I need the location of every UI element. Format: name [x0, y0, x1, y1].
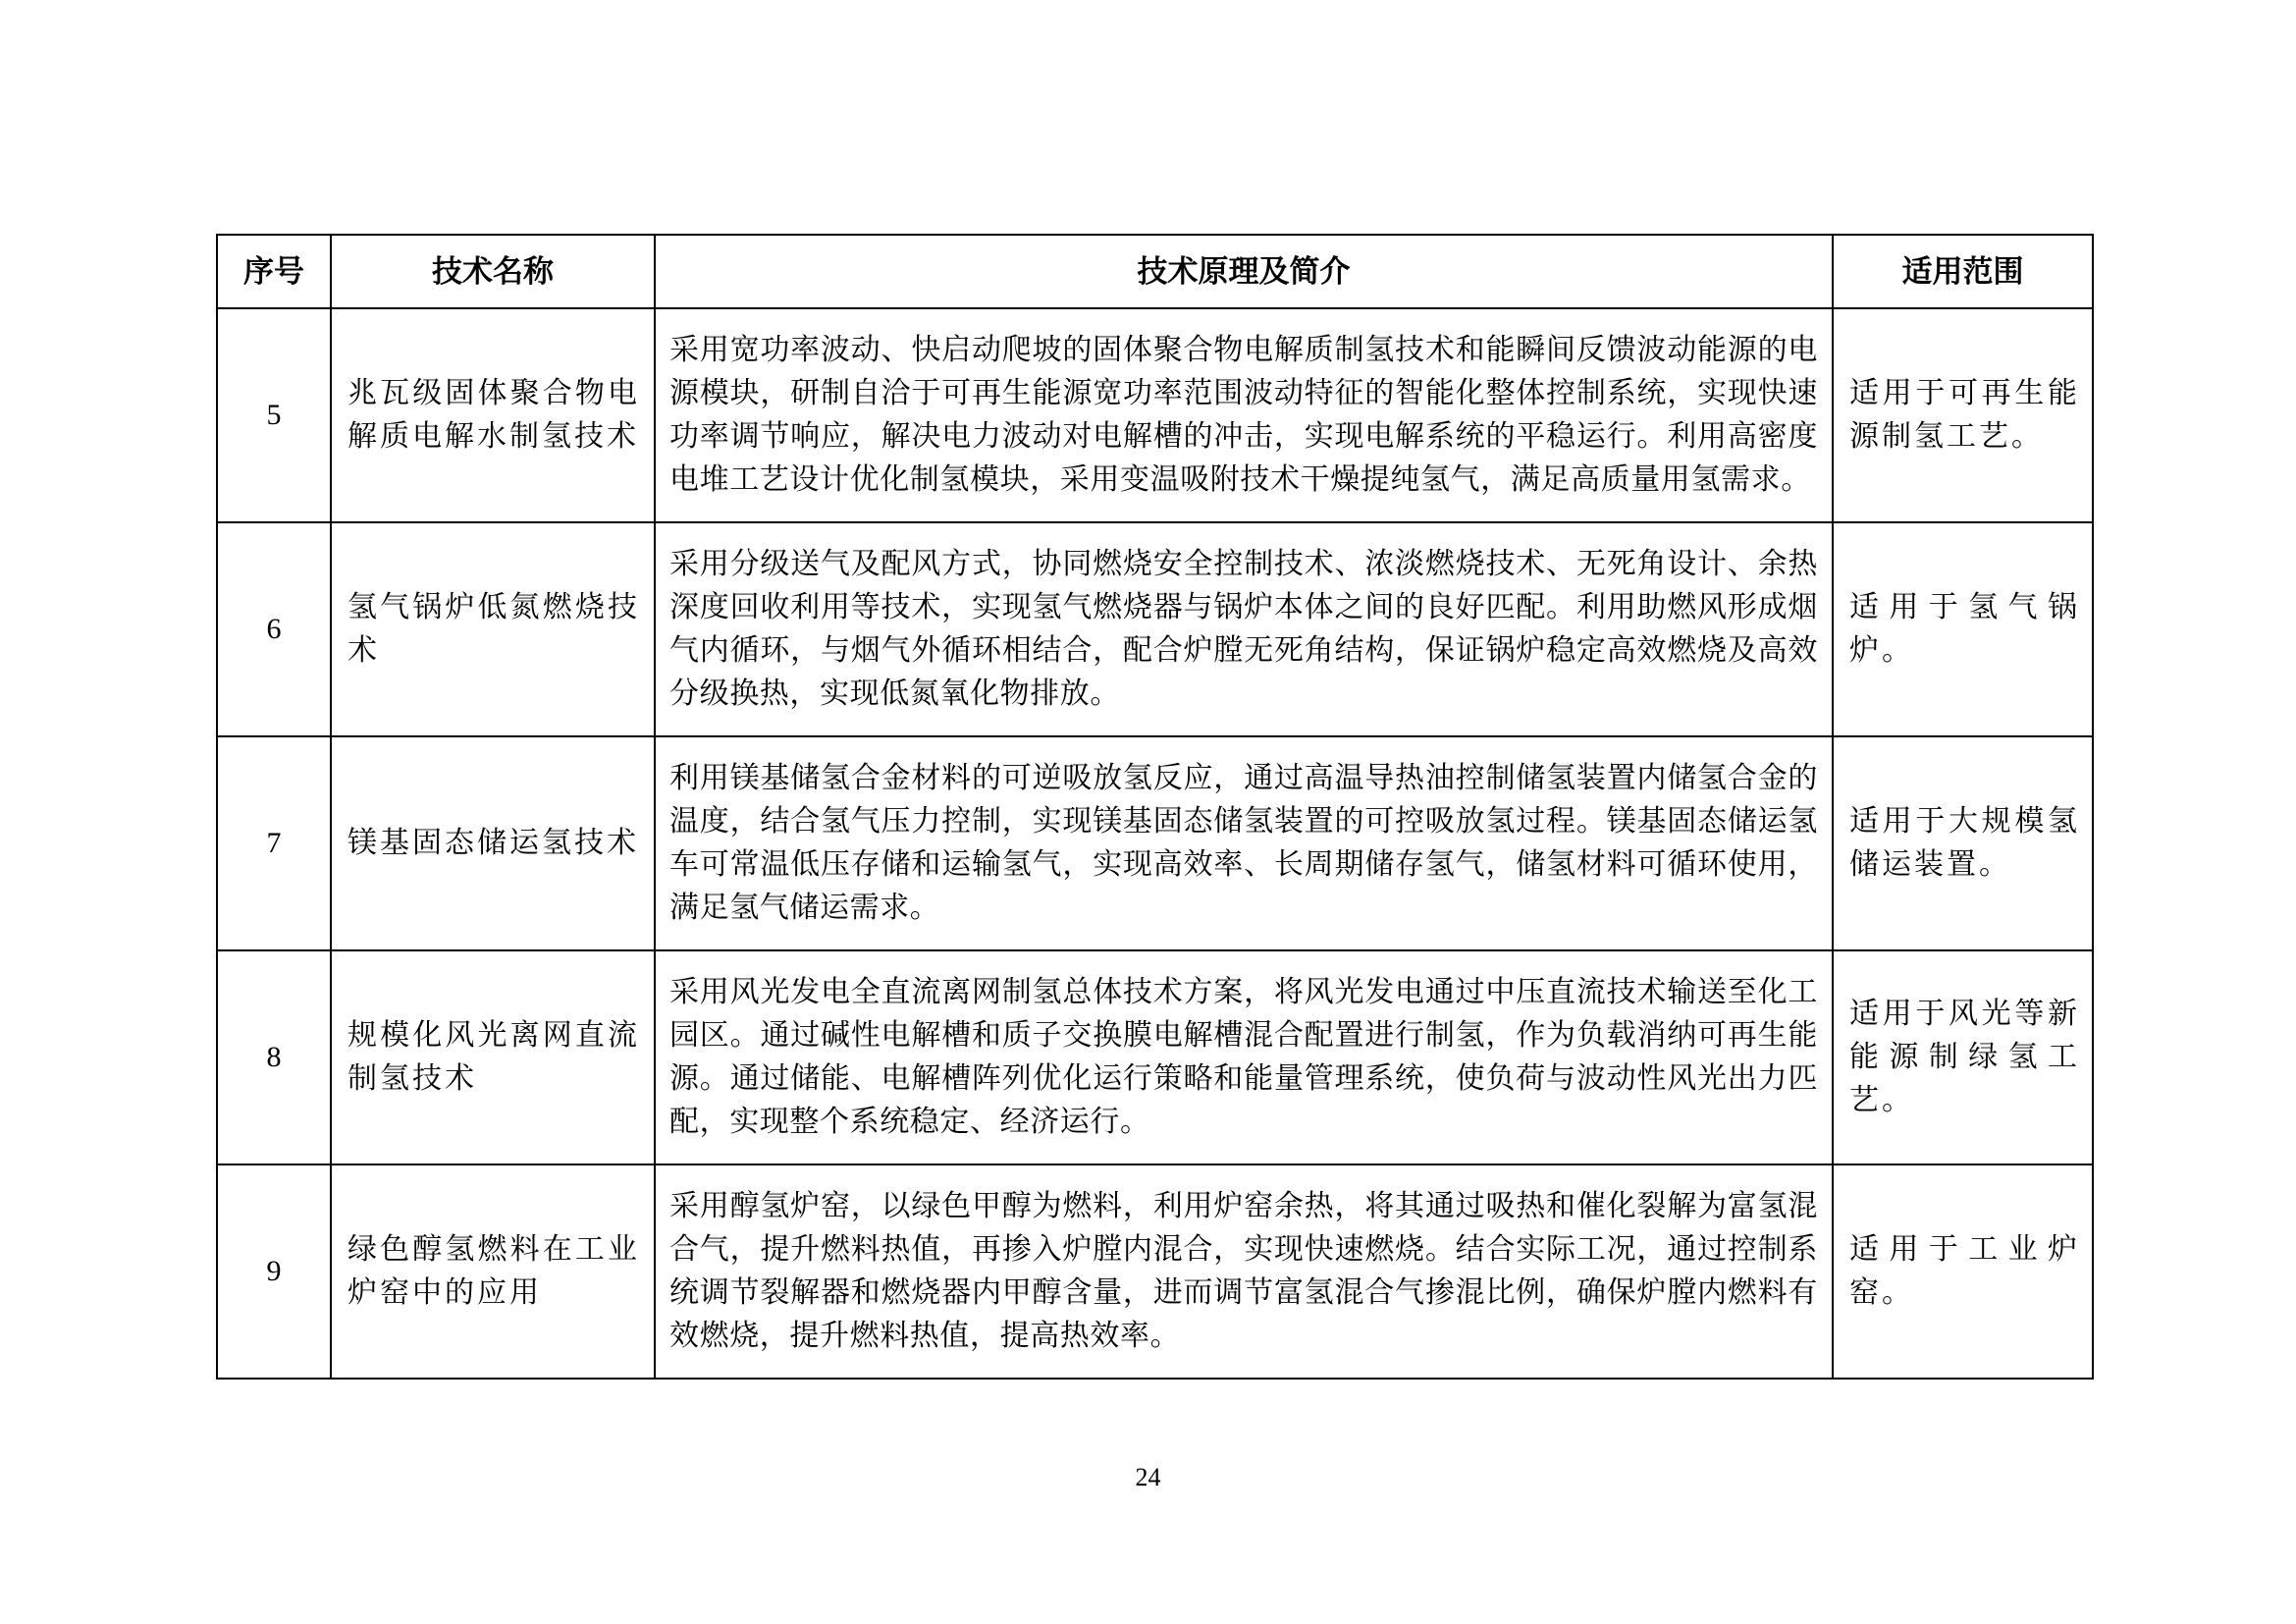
row-serial-number: 7: [217, 736, 331, 950]
header-serial-number: 序号: [217, 235, 331, 308]
row-applicable-scope: 适用于大规模氢储运装置。: [1833, 736, 2093, 950]
row-technology-name: 镁基固态储运氢技术: [331, 736, 655, 950]
row-serial-number: 5: [217, 308, 331, 522]
row-principle-description: 采用宽功率波动、快启动爬坡的固体聚合物电解质制氢技术和能瞬间反馈波动能源的电源模块，研制自洽于可再生能源宽功率范围波动特征的智能化整体控制系统，实现快速功率调节响应，解决电力波动对电解槽的冲击，实现电解系统的平稳运行。利用高密度电堆工艺设计优化制氢模块，采用变温吸附技术干燥提纯氢气，满足高质量用氢需求。: [655, 308, 1833, 522]
row-applicable-scope: 适用于可再生能源制氢工艺。: [1833, 308, 2093, 522]
row-technology-name: 绿色醇氢燃料在工业炉窑中的应用: [331, 1164, 655, 1379]
header-principle-description: 技术原理及简介: [655, 235, 1833, 308]
row-applicable-scope: 适用于工业炉窑。: [1833, 1164, 2093, 1379]
row-applicable-scope: 适用于氢气锅炉。: [1833, 522, 2093, 736]
table-row: [217, 950, 2093, 1164]
technology-table: [216, 234, 2094, 1380]
page-number: 24: [1135, 1463, 1161, 1491]
row-applicable-scope: 适用于风光等新能源制绿氢工艺。: [1833, 950, 2093, 1164]
row-serial-number: 8: [217, 950, 331, 1164]
table-row: [217, 308, 2093, 522]
row-technology-name: 兆瓦级固体聚合物电解质电解水制氢技术: [331, 308, 655, 522]
row-serial-number: 9: [217, 1164, 331, 1379]
row-technology-name: 氢气锅炉低氮燃烧技术: [331, 522, 655, 736]
table-row: [217, 736, 2093, 950]
header-applicable-scope: 适用范围: [1833, 235, 2093, 308]
row-principle-description: 采用醇氢炉窑，以绿色甲醇为燃料，利用炉窑余热，将其通过吸热和催化裂解为富氢混合气，提升燃料热值，再掺入炉膛内混合，实现快速燃烧。结合实际工况，通过控制系统调节裂解器和燃烧器内甲醇含量，进而调节富氢混合气掺混比例，确保炉膛内燃料有效燃烧，提升燃料热值，提高热效率。: [655, 1164, 1833, 1379]
row-principle-description: 采用分级送气及配风方式，协同燃烧安全控制技术、浓淡燃烧技术、无死角设计、余热深度回收利用等技术，实现氢气燃烧器与锅炉本体之间的良好匹配。利用助燃风形成烟气内循环，与烟气外循环相结合，配合炉膛无死角结构，保证锅炉稳定高效燃烧及高效分级换热，实现低氮氧化物排放。: [655, 522, 1833, 736]
header-technology-name: 技术名称: [331, 235, 655, 308]
row-technology-name: 规模化风光离网直流制氢技术: [331, 950, 655, 1164]
row-principle-description: 利用镁基储氢合金材料的可逆吸放氢反应，通过高温导热油控制储氢装置内储氢合金的温度，结合氢气压力控制，实现镁基固态储氢装置的可控吸放氢过程。镁基固态储运氢车可常温低压存储和运输氢气，实现高效率、长周期储存氢气，储氢材料可循环使用，满足氢气储运需求。: [655, 736, 1833, 950]
table-header-row: [217, 235, 2093, 308]
row-serial-number: 6: [217, 522, 331, 736]
table-row: [217, 522, 2093, 736]
row-principle-description: 采用风光发电全直流离网制氢总体技术方案，将风光发电通过中压直流技术输送至化工园区。通过碱性电解槽和质子交换膜电解槽混合配置进行制氢，作为负载消纳可再生能源。通过储能、电解槽阵列优化运行策略和能量管理系统，使负荷与波动性风光出力匹配，实现整个系统稳定、经济运行。: [655, 950, 1833, 1164]
table-row: [217, 1164, 2093, 1379]
